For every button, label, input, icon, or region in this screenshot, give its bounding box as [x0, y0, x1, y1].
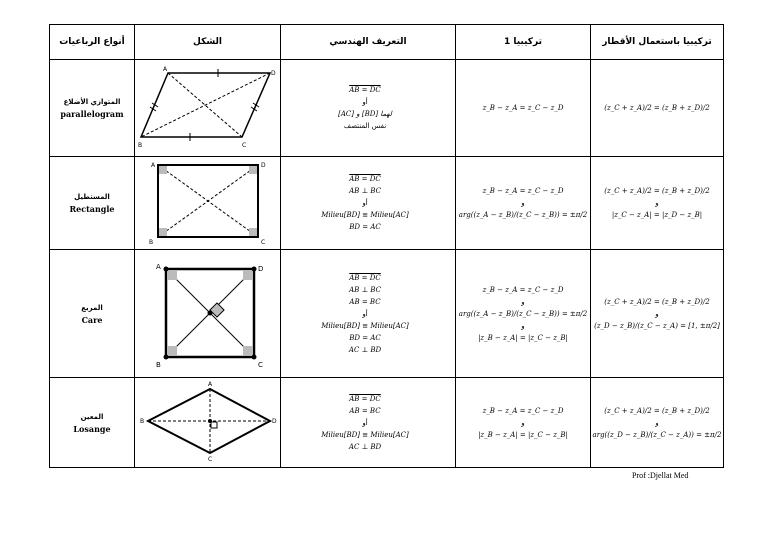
diag-cell	[591, 250, 724, 378]
definition-cell	[281, 60, 456, 157]
name-ar: المستطيل	[74, 193, 110, 201]
definition-cell	[281, 250, 456, 378]
and-word: و	[521, 418, 525, 427]
vertex-label-b: B	[139, 417, 144, 425]
vertex-label-d: D	[260, 162, 266, 169]
def-or: أو	[362, 199, 368, 207]
name-cell	[50, 60, 135, 157]
char1-line: arg((z_A − z_B)/(z_C − z_B)) = ±π/2	[458, 211, 588, 219]
char1-line: |z_B − z_A| = |z_C − z_B|	[478, 430, 568, 439]
rhombus-figure	[138, 379, 278, 463]
table-row	[50, 157, 724, 250]
name-cell	[50, 378, 135, 468]
def-line: AB = BC	[349, 297, 381, 306]
header-char1: تركيبيا 1	[456, 25, 591, 60]
header-shape: الشكل	[135, 25, 281, 60]
def-line: Milieu[BD] ≡ Milieu[AC]	[321, 321, 409, 330]
and-word: و	[655, 418, 659, 427]
char1-line: arg((z_A − z_B)/(z_C − z_B)) = ±π/2	[458, 309, 588, 318]
def-line: AC ⊥ BD	[348, 442, 382, 451]
def-line: نفس المنتصف	[343, 122, 387, 130]
char1-line: z_B − z_A = z_C − z_D	[482, 187, 564, 195]
vertex-label-c: C	[207, 455, 212, 463]
diag-line: (z_C + z_A)/2 = (z_B + z_D)/2	[604, 187, 710, 195]
vertex-label-d: D	[270, 70, 276, 77]
diag-cell	[591, 157, 724, 250]
def-line: AB = DC	[349, 175, 381, 183]
definition-cell	[281, 157, 456, 250]
header-row	[50, 25, 724, 60]
name-fr: Care	[81, 314, 103, 325]
diag-cell	[591, 378, 724, 468]
vertex-label-a: A	[155, 262, 161, 271]
shape-cell	[135, 60, 281, 157]
char1-cell	[456, 60, 591, 157]
vertex-label-b: B	[137, 142, 142, 149]
char1-cell	[456, 157, 591, 250]
name-fr: Rectangle	[69, 204, 115, 214]
def-line: AB ⊥ BC	[349, 285, 381, 294]
def-or: أو	[362, 98, 368, 106]
shape-cell	[135, 378, 281, 468]
diag-line: (z_C + z_A)/2 = (z_B + z_D)/2	[604, 406, 710, 415]
vertex-label-a: A	[207, 380, 212, 388]
name-cell	[50, 157, 135, 250]
def-line: AB = DC	[349, 273, 381, 282]
diag-line: (z_D − z_B)/(z_C − z_A) = [1, ±π/2]	[594, 321, 720, 330]
diag-cell	[591, 60, 724, 157]
parallelogram-figure	[138, 61, 278, 151]
header-types: أنواع الرباعيات	[50, 25, 135, 60]
def-line: BD = AC	[349, 333, 381, 342]
square-figure	[138, 251, 278, 373]
and-word: و	[521, 199, 525, 207]
name-fr: parallelogram	[60, 109, 124, 119]
diag-line: (z_C + z_A)/2 = (z_B + z_D)/2	[604, 297, 710, 306]
def-line: AC ⊥ BD	[348, 345, 382, 354]
diag-line: |z_C − z_A| = |z_D − z_B|	[611, 211, 703, 219]
vertex-label-c: C	[260, 239, 265, 245]
char1-cell	[456, 378, 591, 468]
def-line: [AC] و [BD] لهما	[338, 110, 392, 118]
name-fr: Losange	[73, 423, 111, 434]
author-signature: Prof :Djellat Med	[632, 471, 689, 480]
char1-line: |z_B − z_A| = |z_C − z_B|	[478, 333, 568, 342]
shape-cell	[135, 157, 281, 250]
def-line: BD = AC	[349, 223, 381, 231]
def-line: AB = DC	[349, 86, 381, 94]
table-row	[50, 378, 724, 468]
table-row	[50, 250, 724, 378]
name-ar: المتوازي الأضلاع	[63, 98, 121, 106]
def-or: أو	[362, 418, 368, 427]
header-char-diag: تركيبيا باستعمال الأقطار	[591, 25, 724, 60]
vertex-label-a: A	[162, 66, 167, 73]
def-line: Milieu[BD] ≡ Milieu[AC]	[321, 430, 409, 439]
char1-cell	[456, 250, 591, 378]
vertex-label-b: B	[155, 360, 161, 369]
definition-cell	[281, 378, 456, 468]
and-word: و	[521, 297, 525, 306]
char1-line: z_B − z_A = z_C − z_D	[482, 104, 564, 112]
char1-line: z_B − z_A = z_C − z_D	[482, 285, 564, 294]
vertex-label-d: D	[271, 417, 277, 425]
shape-cell	[135, 250, 281, 378]
and-word: و	[655, 309, 659, 318]
def-line: Milieu[BD] ≡ Milieu[AC]	[321, 211, 409, 219]
name-cell	[50, 250, 135, 378]
and-word: و	[655, 199, 659, 207]
vertex-label-d: D	[257, 264, 263, 273]
char1-line: z_B − z_A = z_C − z_D	[482, 406, 564, 415]
table-row	[50, 60, 724, 157]
rectangle-figure	[138, 157, 278, 245]
diag-line: (z_C + z_A)/2 = (z_B + z_D)/2	[604, 104, 710, 112]
name-ar: المعين	[80, 412, 104, 421]
header-definition: التعريف الهندسي	[281, 25, 456, 60]
vertex-label-b: B	[148, 239, 153, 245]
def-line: AB ⊥ BC	[349, 187, 381, 195]
quadrilaterals-table	[49, 24, 724, 468]
def-line: AB = BC	[349, 406, 381, 415]
vertex-label-a: A	[150, 162, 155, 169]
vertex-label-c: C	[241, 142, 246, 149]
diag-line: arg((z_D − z_B)/(z_C − z_A)) = ±π/2	[592, 430, 722, 439]
def-line: AB = DC	[349, 394, 381, 403]
vertex-label-c: C	[257, 360, 263, 369]
name-ar: المربع	[81, 303, 103, 312]
def-or: أو	[362, 309, 368, 318]
and-word: و	[521, 321, 525, 330]
